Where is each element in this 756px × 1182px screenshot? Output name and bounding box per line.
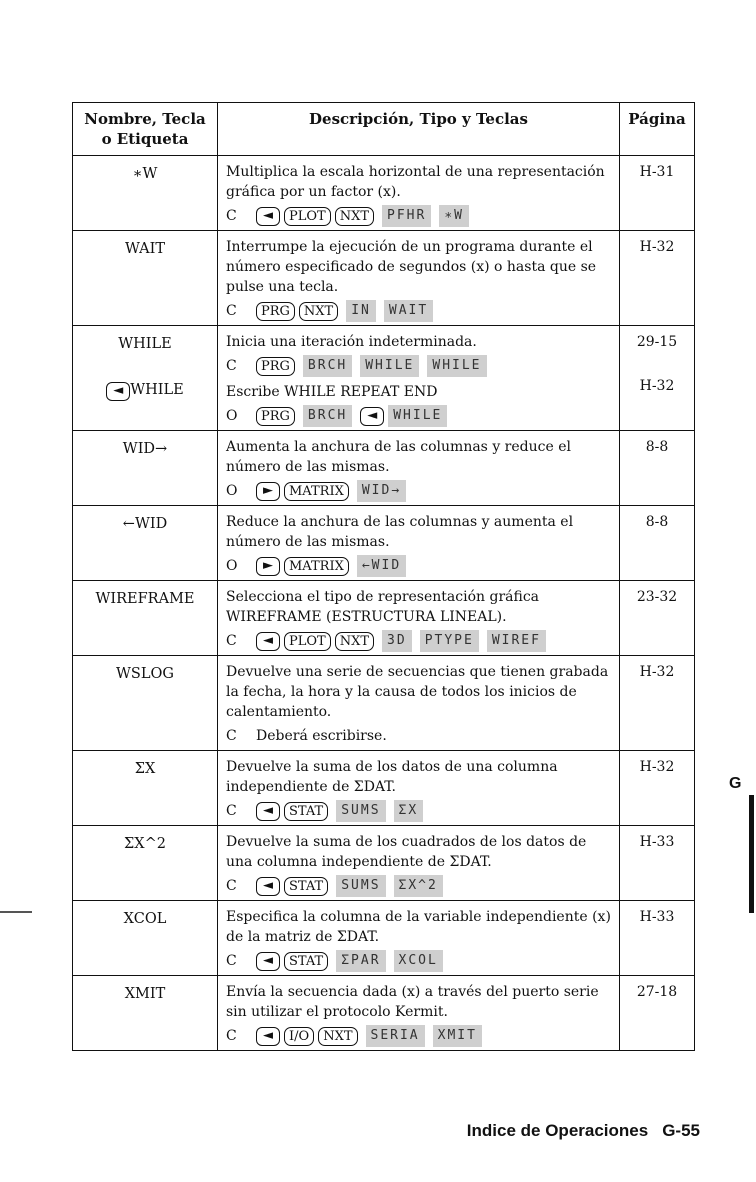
- margin-mark: [0, 911, 32, 913]
- key-sequence: [226, 479, 613, 503]
- table-header-row: [73, 103, 695, 156]
- description-text: Devuelve una serie de secuencias que tienen grabada la fecha, la hora y la causa de todos los inicios de calentamiento.: [226, 664, 609, 720]
- type-indicator: C: [226, 303, 237, 319]
- description-entry: [226, 832, 613, 898]
- operation-name: [73, 656, 217, 684]
- type-indicator: O: [226, 483, 238, 499]
- hardware-key: PLOT: [284, 207, 331, 226]
- operation-name-text: ∗W: [132, 166, 158, 182]
- key-sequence: [226, 404, 613, 428]
- description-text: Selecciona el tipo de representación gráfica WIREFRAME (ESTRUCTURA LINEAL).: [226, 589, 540, 625]
- page-reference: 23-32: [636, 589, 678, 605]
- key-sequence: [226, 874, 613, 898]
- operation-name-cell: [73, 901, 218, 976]
- menu-softkey: ∗W: [439, 205, 469, 227]
- description-entry: [226, 512, 613, 578]
- operation-name: [73, 231, 217, 259]
- menu-softkey: PFHR: [382, 205, 431, 227]
- operation-name: [73, 326, 217, 354]
- operation-name-text: XMIT: [124, 986, 166, 1002]
- menu-softkey: SUMS: [336, 800, 385, 822]
- page-cell: [620, 231, 695, 326]
- left-shift-key-icon: ◄: [256, 802, 280, 821]
- menu-softkey: ΣX^2: [394, 875, 443, 897]
- description-entry: [226, 982, 613, 1048]
- operation-name-text: WHILE: [130, 382, 184, 398]
- left-shift-key-icon: ◄: [256, 207, 280, 226]
- note-text: Deberá escribirse.: [256, 728, 387, 744]
- type-indicator: O: [226, 558, 238, 574]
- operation-name-cell: [73, 976, 218, 1051]
- description-cell: [218, 156, 620, 231]
- type-indicator: C: [226, 953, 237, 969]
- page-cell: [620, 751, 695, 826]
- operation-name-text: WAIT: [124, 241, 166, 257]
- operation-name: [73, 506, 217, 534]
- menu-softkey: PTYPE: [420, 630, 479, 652]
- description-entry: [226, 332, 613, 378]
- page-reference: H-32: [639, 378, 675, 394]
- menu-softkey: ΣX: [394, 800, 424, 822]
- description-entry: [226, 907, 613, 973]
- description-cell: [218, 976, 620, 1051]
- table-body: [73, 156, 695, 1051]
- left-shift-key-icon: ◄: [256, 632, 280, 651]
- page-reference: 29-15: [636, 334, 678, 350]
- header-name: Nombre, Tecla o Etiqueta: [73, 103, 218, 156]
- description-entry: [226, 162, 613, 228]
- menu-softkey: WAIT: [384, 300, 433, 322]
- left-shift-key-icon: ◄: [106, 382, 130, 401]
- key-sequence: [226, 554, 613, 578]
- page-footer: [467, 1121, 700, 1141]
- page-cell: [620, 506, 695, 581]
- operation-name-cell: [73, 231, 218, 326]
- type-indicator: C: [226, 208, 237, 224]
- operation-name-cell: [73, 751, 218, 826]
- hardware-key: STAT: [284, 802, 328, 821]
- description-entry: [226, 662, 613, 748]
- description-text: Escribe WHILE REPEAT END: [226, 384, 438, 400]
- description-entry: [226, 587, 613, 653]
- menu-softkey: IN: [346, 300, 376, 322]
- operation-name-cell: [73, 581, 218, 656]
- menu-softkey: WHILE: [427, 355, 486, 377]
- description-entry: [226, 757, 613, 823]
- table-row: [73, 656, 695, 751]
- hardware-key: I/O: [284, 1027, 314, 1046]
- menu-softkey: BRCH: [303, 355, 352, 377]
- description-text: Multiplica la escala horizontal de una representación gráfica por un factor (x).: [226, 164, 605, 200]
- menu-softkey: WHILE: [388, 405, 447, 427]
- table-row: [73, 826, 695, 901]
- left-shift-key-icon: ◄: [256, 952, 280, 971]
- hardware-key: STAT: [284, 952, 328, 971]
- operation-name-text: ←WID: [122, 516, 168, 532]
- key-sequence: [226, 354, 613, 378]
- hardware-key: NXT: [318, 1027, 357, 1046]
- description-text: Devuelve la suma de los datos de una columna independiente de ΣDAT.: [226, 759, 558, 795]
- right-shift-key-icon: ►: [256, 557, 280, 576]
- page-cell: [620, 581, 695, 656]
- operation-name: [73, 431, 217, 459]
- hardware-key: MATRIX: [284, 557, 349, 576]
- description-text: Inicia una iteración indeterminada.: [226, 334, 477, 350]
- operation-name-text: ΣX: [134, 761, 156, 777]
- description-text: Envía la secuencia dada (x) a través del puerto serie sin utilizar el protocolo Kermit.: [226, 984, 599, 1020]
- operation-name: [73, 751, 217, 779]
- description-cell: [218, 826, 620, 901]
- type-indicator: C: [226, 358, 237, 374]
- description-cell: [218, 751, 620, 826]
- page-cell: [620, 901, 695, 976]
- page-reference: 8-8: [645, 514, 669, 530]
- key-sequence: [226, 629, 613, 653]
- menu-softkey: ←WID: [357, 555, 406, 577]
- table-row: [73, 231, 695, 326]
- description-cell: [218, 506, 620, 581]
- description-cell: [218, 581, 620, 656]
- menu-softkey: 3D: [382, 630, 412, 652]
- page-reference: H-33: [639, 909, 675, 925]
- menu-softkey: SUMS: [336, 875, 385, 897]
- operation-name-cell: [73, 156, 218, 231]
- hardware-key: PLOT: [284, 632, 331, 651]
- hardware-key: PRG: [256, 357, 295, 376]
- hardware-key: NXT: [299, 302, 338, 321]
- key-sequence: [226, 299, 613, 323]
- description-text: Especifica la columna de la variable independiente (x) de la matriz de ΣDAT.: [226, 909, 611, 945]
- operation-name-cell: [73, 326, 218, 431]
- section-tab-letter: G: [729, 775, 742, 792]
- operation-name: [73, 581, 217, 609]
- description-cell: [218, 326, 620, 431]
- menu-softkey: XMIT: [433, 1025, 482, 1047]
- type-indicator: C: [226, 803, 237, 819]
- page-cell: [620, 656, 695, 751]
- page-cell: [620, 156, 695, 231]
- operation-name-text: WHILE: [118, 336, 172, 352]
- right-shift-key-icon: ►: [256, 482, 280, 501]
- page-cell: [620, 826, 695, 901]
- key-sequence: [226, 949, 613, 973]
- footer-page-number: G-55: [662, 1121, 700, 1140]
- type-indicator: O: [226, 408, 238, 424]
- key-sequence: [226, 1024, 613, 1048]
- operation-name-text: WIREFRAME: [95, 591, 195, 607]
- hardware-key: NXT: [335, 632, 374, 651]
- table-row: [73, 431, 695, 506]
- hardware-key: NXT: [335, 207, 374, 226]
- header-description: Descripción, Tipo y Teclas: [218, 103, 620, 156]
- footer-title: Indice de Operaciones: [466, 1121, 649, 1140]
- page-reference: H-33: [639, 834, 675, 850]
- page-cell: [620, 326, 695, 431]
- type-indicator: C: [226, 633, 237, 649]
- left-shift-key-icon: ◄: [256, 877, 280, 896]
- menu-softkey: WHILE: [360, 355, 419, 377]
- operation-name: [73, 976, 217, 1004]
- operation-name-cell: [73, 506, 218, 581]
- description-cell: [218, 901, 620, 976]
- operation-name: [73, 156, 217, 184]
- menu-softkey: SERIA: [366, 1025, 425, 1047]
- table-row: [73, 156, 695, 231]
- operation-name: [73, 354, 217, 400]
- description-text: Interrumpe la ejecución de un programa durante el número especificado de segundos (x) o hasta que se pulse una tecla.: [226, 239, 597, 295]
- key-sequence: [226, 724, 613, 748]
- description-cell: [218, 231, 620, 326]
- menu-softkey: ΣPAR: [336, 950, 385, 972]
- table-row: [73, 751, 695, 826]
- type-indicator: C: [226, 728, 237, 744]
- hardware-key: MATRIX: [284, 482, 349, 501]
- operation-name-text: WID→: [122, 441, 168, 457]
- menu-softkey: XCOL: [394, 950, 443, 972]
- key-sequence: [226, 204, 613, 228]
- operation-name: [73, 826, 217, 854]
- page-reference: H-32: [639, 239, 675, 255]
- description-text: Reduce la anchura de las columnas y aumenta el número de las mismas.: [226, 514, 574, 550]
- operation-name-text: WSLOG: [116, 666, 174, 682]
- description-entry: [226, 237, 613, 323]
- table-row: [73, 976, 695, 1051]
- left-shift-key-icon: ◄: [256, 1027, 280, 1046]
- operation-name-text: ΣX^2: [124, 836, 166, 852]
- operation-name-cell: [73, 656, 218, 751]
- page-reference: 8-8: [645, 439, 669, 455]
- page-reference: 27-18: [636, 984, 678, 1000]
- menu-softkey: WID→: [357, 480, 406, 502]
- description-text: Aumenta la anchura de las columnas y reduce el número de las mismas.: [226, 439, 571, 475]
- hardware-key: PRG: [256, 302, 295, 321]
- table-row: [73, 506, 695, 581]
- menu-softkey: WIREF: [487, 630, 546, 652]
- key-sequence: [226, 799, 613, 823]
- operation-name-text: XCOL: [123, 911, 167, 927]
- description-text: Devuelve la suma de los cuadrados de los datos de una columna independiente de ΣDAT.: [226, 834, 587, 870]
- page-cell: [620, 431, 695, 506]
- hardware-key: STAT: [284, 877, 328, 896]
- description-cell: [218, 656, 620, 751]
- page-reference: H-31: [639, 164, 675, 180]
- operation-name-cell: [73, 431, 218, 506]
- operation-name-cell: [73, 826, 218, 901]
- description-cell: [218, 431, 620, 506]
- table-row: [73, 326, 695, 431]
- description-entry: [226, 382, 613, 428]
- menu-softkey: BRCH: [303, 405, 352, 427]
- type-indicator: C: [226, 1028, 237, 1044]
- page-reference: H-32: [639, 759, 675, 775]
- page-cell: [620, 976, 695, 1051]
- section-tab-bar: [749, 795, 754, 913]
- table-row: [73, 901, 695, 976]
- table-row: [73, 581, 695, 656]
- description-entry: [226, 437, 613, 503]
- operations-table: [72, 102, 695, 1051]
- type-indicator: C: [226, 878, 237, 894]
- page-reference: H-32: [639, 664, 675, 680]
- operation-name: [73, 901, 217, 929]
- left-shift-key-icon: ◄: [360, 407, 384, 426]
- header-page: Página: [620, 103, 695, 156]
- hardware-key: PRG: [256, 407, 295, 426]
